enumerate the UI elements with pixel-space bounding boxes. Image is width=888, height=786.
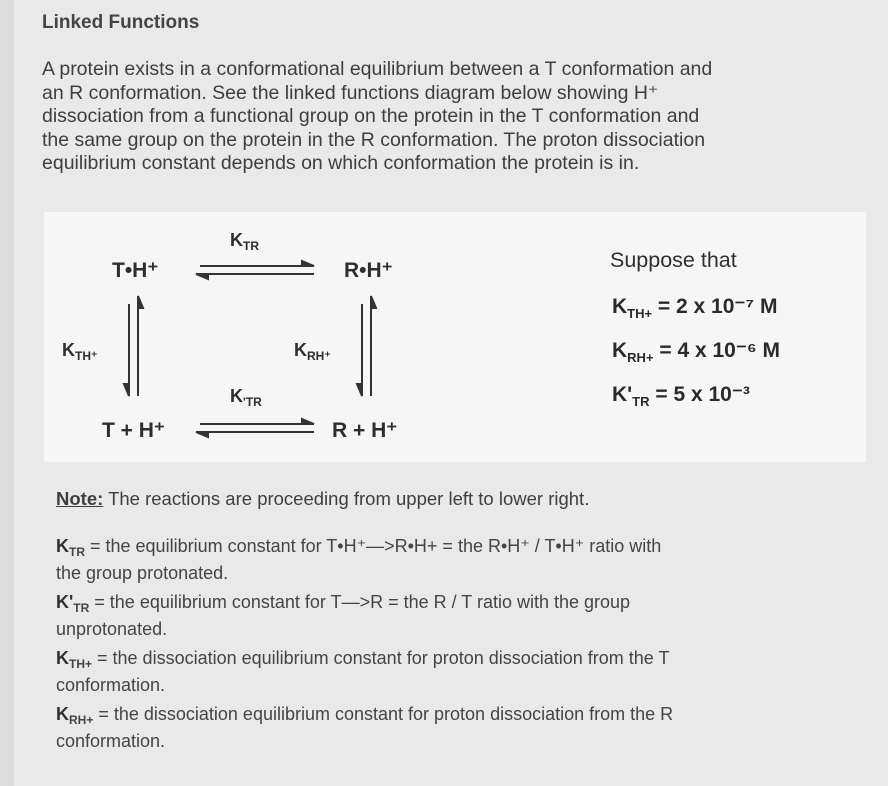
definition-krh: $K_{RH+}$ = the dissociation equilibrium constant for proton dissociation from the R conformation. [56,704,674,751]
k-tr-prime-label: $K_{'TR}$ [230,386,262,409]
definition-ktr: $K_{TR}$ = the equilibrium constant for T•H⁺—>R•H+ = the R•H⁺ / T•H⁺ ratio with the group protonated. [56,536,662,583]
intro-line: equilibrium constant depends on which conformation the protein is in. [42,152,640,174]
t-plus-h: T + H⁺ [102,419,166,442]
k-rh-label: $K_{RH^+}$ [294,340,331,363]
intro-line: an R conformation. See the linked functions diagram below showing H⁺ [42,81,659,104]
bottom-equilibrium-arrow [196,419,314,437]
t-h-complex: T•H⁺ [112,259,159,282]
note [56,488,589,510]
krh-value: $K_{RH+} = 4$ x 10⁻⁶ M [612,339,780,365]
ktr-prime-value: $K'_{TR} = 5$ x 10⁻³ [612,383,750,409]
k-th-label: $K_{TH^+}$ [62,340,98,363]
note-text: The reactions are proceeding from upper left to lower right. [103,488,590,509]
page [14,0,888,786]
left-equilibrium-arrow [124,296,143,396]
definition-kth: $K_{TH+}$ = the dissociation equilibrium constant for proton dissociation from the T conformation. [56,648,670,695]
r-plus-h: R + H⁺ [332,419,398,442]
note-label: Note: [56,488,104,509]
definitions [56,536,856,752]
r-h-complex: R•H⁺ [344,259,393,282]
intro-line: A protein exists in a conformational equilibrium between a T conformation and [42,58,713,80]
kth-value: $K_{TH+} = 2$ x 10⁻⁷ M [612,295,778,321]
intro-paragraph [42,58,862,176]
linked-functions-diagram [44,212,866,462]
heading: Linked Functions [42,12,200,33]
definition-ktr-prime: $K'_{TR}$ = the equilibrium constant for T—>R = the R / T ratio with the group unprotonated. [56,592,631,639]
equilibrium-arrows [44,212,866,462]
suppose-title: Suppose that [610,248,737,272]
k-tr-label: $K_{TR}$ [230,230,259,253]
top-equilibrium-arrow [196,261,314,279]
intro-line: the same group on the protein in the R conformation. The proton dissociation [42,128,706,151]
intro-line: dissociation from a functional group on the protein in the T conformation and [42,105,700,127]
right-equilibrium-arrow [357,296,376,396]
